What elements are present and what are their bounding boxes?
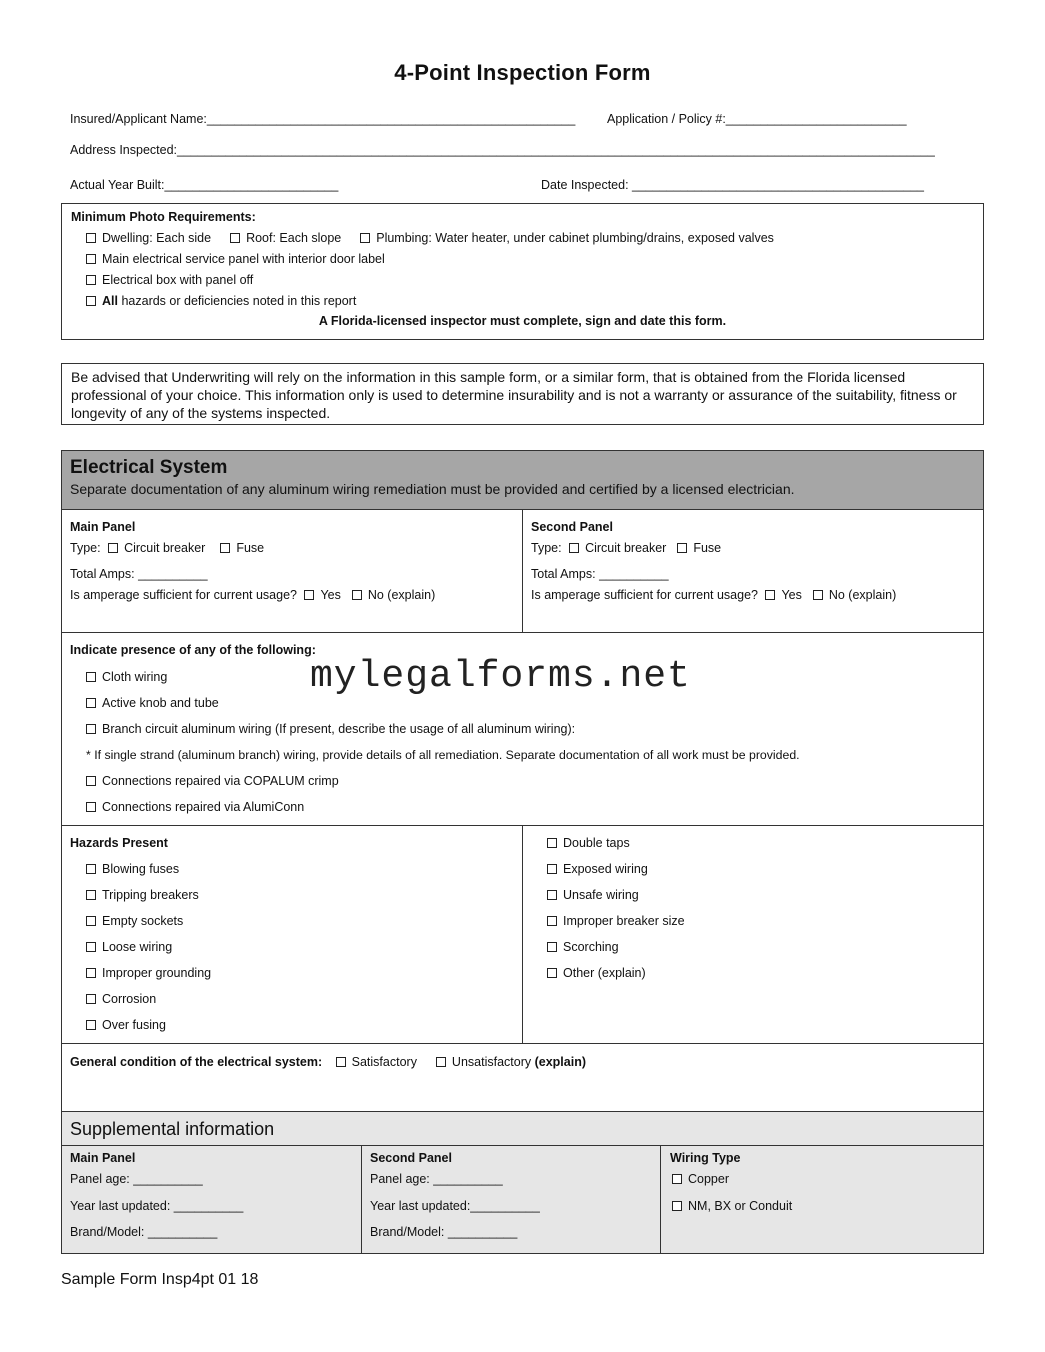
licensed-inspector-note: A Florida-licensed inspector must complete, sign and date this form. — [318, 314, 727, 328]
hazard-item — [547, 888, 639, 902]
supp-second-age[interactable]: Panel age: __________ — [370, 1172, 503, 1186]
copalum-checkbox[interactable] — [86, 776, 96, 786]
hazard-item — [86, 940, 172, 954]
year-built-field[interactable]: Actual Year Built:_________________________ — [70, 178, 339, 192]
main-circuit-breaker-checkbox[interactable] — [108, 543, 118, 553]
hazards-heading: Hazards Present — [70, 836, 168, 850]
hazard-checkbox[interactable] — [86, 890, 96, 900]
electrical-box-label: Electrical box with panel off — [102, 273, 254, 287]
copper-checkbox[interactable] — [672, 1174, 682, 1184]
main-panel-photo-label: Main electrical service panel with interior door label — [102, 252, 385, 266]
hazard-label: Empty sockets — [102, 914, 184, 928]
panel-divider — [522, 509, 523, 633]
hazard-label: Double taps — [563, 836, 630, 850]
hazard-item — [547, 966, 646, 980]
roof-label: Roof: Each slope — [246, 231, 342, 245]
wiring-nm-row — [672, 1199, 792, 1213]
hazard-item — [86, 1018, 166, 1032]
nm-bx-conduit-checkbox[interactable] — [672, 1201, 682, 1211]
hazard-label: Improper grounding — [102, 966, 212, 980]
electrical-subheading: Separate documentation of any aluminum wiring remediation must be provided and certified by a licensed electrician. — [70, 481, 795, 497]
insured-name-field[interactable]: Insured/Applicant Name:_____________________________________________________ — [70, 112, 576, 126]
general-condition-row — [70, 1055, 586, 1069]
hazard-label: Scorching — [563, 940, 619, 954]
photo-req-heading: Minimum Photo Requirements: — [71, 210, 256, 224]
photo-requirements-box — [61, 203, 984, 340]
supp-second-title: Second Panel — [370, 1151, 452, 1165]
presence-cloth-row — [86, 670, 167, 684]
divider — [62, 1145, 983, 1146]
date-inspected-field[interactable]: Date Inspected: __________________________________________ — [541, 178, 925, 192]
hazard-label: Improper breaker size — [563, 914, 685, 928]
second-total-amps[interactable]: Total Amps: __________ — [531, 567, 669, 581]
supp-main-age[interactable]: Panel age: __________ — [70, 1172, 203, 1186]
hazard-checkbox[interactable] — [547, 890, 557, 900]
photo-req-row-2 — [86, 252, 385, 266]
hazard-item — [86, 888, 199, 902]
main-yes-label: Yes — [320, 588, 341, 602]
advisory-text: Be advised that Underwriting will rely on the information in this sample form, or a similar form, that is obtained from the Florida licensed professional of your choice. This information only is used to determine insurability and is not a warranty or assurance of the suitability, fitness or longevity of any of the systems inspected. — [71, 369, 957, 421]
hazard-checkbox[interactable] — [86, 1020, 96, 1030]
hazard-item — [547, 940, 619, 954]
hazard-item — [547, 862, 648, 876]
supp-main-year[interactable]: Year last updated: __________ — [70, 1199, 244, 1213]
hazard-label: Unsafe wiring — [563, 888, 639, 902]
main-panel-type-row — [70, 541, 264, 555]
hazard-checkbox[interactable] — [86, 916, 96, 926]
main-fuse-label: Fuse — [236, 541, 265, 555]
hazard-checkbox[interactable] — [86, 864, 96, 874]
dwelling-checkbox[interactable] — [86, 233, 96, 243]
hazard-item — [86, 862, 179, 876]
satisfactory-checkbox[interactable] — [336, 1057, 346, 1067]
presence-knob-row — [86, 696, 219, 710]
single-strand-note: * If single strand (aluminum branch) wiring, provide details of all remediation. Separate documentation of all work must be provided. — [86, 748, 800, 762]
hazard-label: Over fusing — [102, 1018, 166, 1032]
knob-tube-label: Active knob and tube — [102, 696, 219, 710]
second-panel-type-row — [531, 541, 721, 555]
main-sufficient-row — [70, 588, 435, 602]
hazard-checkbox[interactable] — [547, 864, 557, 874]
main-yes-checkbox[interactable] — [304, 590, 314, 600]
branch-aluminum-label: Branch circuit aluminum wiring (If present, describe the usage of all aluminum wiring): — [102, 722, 576, 736]
hazard-checkbox[interactable] — [547, 838, 557, 848]
hazard-checkbox[interactable] — [547, 968, 557, 978]
supp-divider-1 — [361, 1145, 362, 1253]
copper-label: Copper — [688, 1172, 729, 1186]
address-field[interactable]: Address Inspected:_____________________________________________________________________________________________________________ — [70, 143, 935, 157]
hazard-checkbox[interactable] — [86, 968, 96, 978]
second-panel-title: Second Panel — [531, 520, 613, 534]
main-fuse-checkbox[interactable] — [220, 543, 230, 553]
all-bold-label: All — [102, 294, 118, 308]
hazard-checkbox[interactable] — [86, 942, 96, 952]
presence-alumiconn-row — [86, 800, 304, 814]
second-no-label: No (explain) — [828, 588, 897, 602]
nm-bx-conduit-label: NM, BX or Conduit — [688, 1199, 793, 1213]
photo-req-row-3 — [86, 273, 253, 287]
divider — [62, 1043, 983, 1044]
electrical-heading: Electrical System — [70, 457, 228, 478]
electrical-box-checkbox[interactable] — [86, 275, 96, 285]
presence-branch-row — [86, 722, 575, 736]
second-sufficient-label: Is amperage sufficient for current usage? — [531, 588, 758, 602]
explain-label: (explain) — [534, 1055, 587, 1069]
hazard-checkbox[interactable] — [547, 942, 557, 952]
footer-form-id: Sample Form Insp4pt 01 18 — [61, 1271, 259, 1288]
presence-heading: Indicate presence of any of the following: — [70, 643, 316, 657]
roof-checkbox[interactable] — [230, 233, 240, 243]
dwelling-label: Dwelling: Each side — [102, 231, 212, 245]
second-yes-checkbox[interactable] — [765, 590, 775, 600]
main-sufficient-label: Is amperage sufficient for current usage? — [70, 588, 297, 602]
hazard-label: Other (explain) — [563, 966, 646, 980]
copalum-label: Connections repaired via COPALUM crimp — [102, 774, 339, 788]
hazard-label: Blowing fuses — [102, 862, 180, 876]
presence-copalum-row — [86, 774, 339, 788]
satisfactory-label: Satisfactory — [351, 1055, 417, 1069]
photo-req-row-4 — [86, 294, 356, 308]
main-no-label: No (explain) — [367, 588, 436, 602]
all-hazards-checkbox[interactable] — [86, 296, 96, 306]
second-no-checkbox[interactable] — [813, 590, 823, 600]
second-fuse-label: Fuse — [693, 541, 722, 555]
cloth-wiring-checkbox[interactable] — [86, 672, 96, 682]
hazard-item — [547, 836, 630, 850]
main-total-amps[interactable]: Total Amps: __________ — [70, 567, 208, 581]
hazard-item — [86, 914, 183, 928]
policy-number-field[interactable]: Application / Policy #:__________________________ — [607, 112, 907, 126]
hazard-label: Corrosion — [102, 992, 157, 1006]
second-yes-label: Yes — [781, 588, 802, 602]
hazard-checkbox[interactable] — [86, 994, 96, 1004]
plumbing-checkbox[interactable] — [360, 233, 370, 243]
supp-main-title: Main Panel — [70, 1151, 136, 1165]
watermark-text: mylegalforms.net — [310, 655, 691, 698]
photo-req-row-1 — [86, 231, 774, 245]
hazard-label: Tripping breakers — [102, 888, 199, 902]
main-panel-photo-checkbox[interactable] — [86, 254, 96, 264]
electrical-header — [62, 451, 983, 509]
advisory-box — [61, 363, 984, 425]
supplemental-heading: Supplemental information — [70, 1119, 275, 1139]
main-circuit-breaker-label: Circuit breaker — [124, 541, 206, 555]
hazard-label: Loose wiring — [102, 940, 173, 954]
hazard-label: Exposed wiring — [563, 862, 648, 876]
second-fuse-checkbox[interactable] — [677, 543, 687, 553]
second-panel-type-label: Type: — [531, 541, 562, 555]
unsatisfactory-checkbox[interactable] — [436, 1057, 446, 1067]
hazard-checkbox[interactable] — [547, 916, 557, 926]
main-panel-title: Main Panel — [70, 520, 136, 534]
form-title: 4-Point Inspection Form — [394, 60, 651, 85]
wiring-type-title: Wiring Type — [670, 1151, 741, 1165]
plumbing-label: Plumbing: Water heater, under cabinet plumbing/drains, exposed valves — [376, 231, 774, 245]
unsatisfactory-label: Unsatisfactory — [451, 1055, 532, 1069]
supp-second-year[interactable]: Year last updated:__________ — [370, 1199, 540, 1213]
supp-main-brand[interactable]: Brand/Model: __________ — [70, 1225, 218, 1239]
alumiconn-label: Connections repaired via AlumiConn — [102, 800, 305, 814]
all-hazards-label: hazards or deficiencies noted in this report — [117, 294, 357, 308]
wiring-copper-row — [672, 1172, 729, 1186]
hazard-item — [86, 966, 211, 980]
main-no-checkbox[interactable] — [352, 590, 362, 600]
supp-second-brand[interactable]: Brand/Model: __________ — [370, 1225, 518, 1239]
branch-aluminum-checkbox[interactable] — [86, 724, 96, 734]
general-condition-label: General condition of the electrical system: — [70, 1055, 323, 1069]
main-panel-type-label: Type: — [70, 541, 101, 555]
hazard-item — [86, 992, 156, 1006]
knob-tube-checkbox[interactable] — [86, 698, 96, 708]
second-circuit-breaker-checkbox[interactable] — [569, 543, 579, 553]
divider — [62, 632, 983, 633]
hazard-item — [547, 914, 685, 928]
supp-divider-2 — [660, 1145, 661, 1253]
cloth-wiring-label: Cloth wiring — [102, 670, 168, 684]
alumiconn-checkbox[interactable] — [86, 802, 96, 812]
second-circuit-breaker-label: Circuit breaker — [585, 541, 667, 555]
hazards-divider — [522, 825, 523, 1044]
second-sufficient-row — [531, 588, 896, 602]
